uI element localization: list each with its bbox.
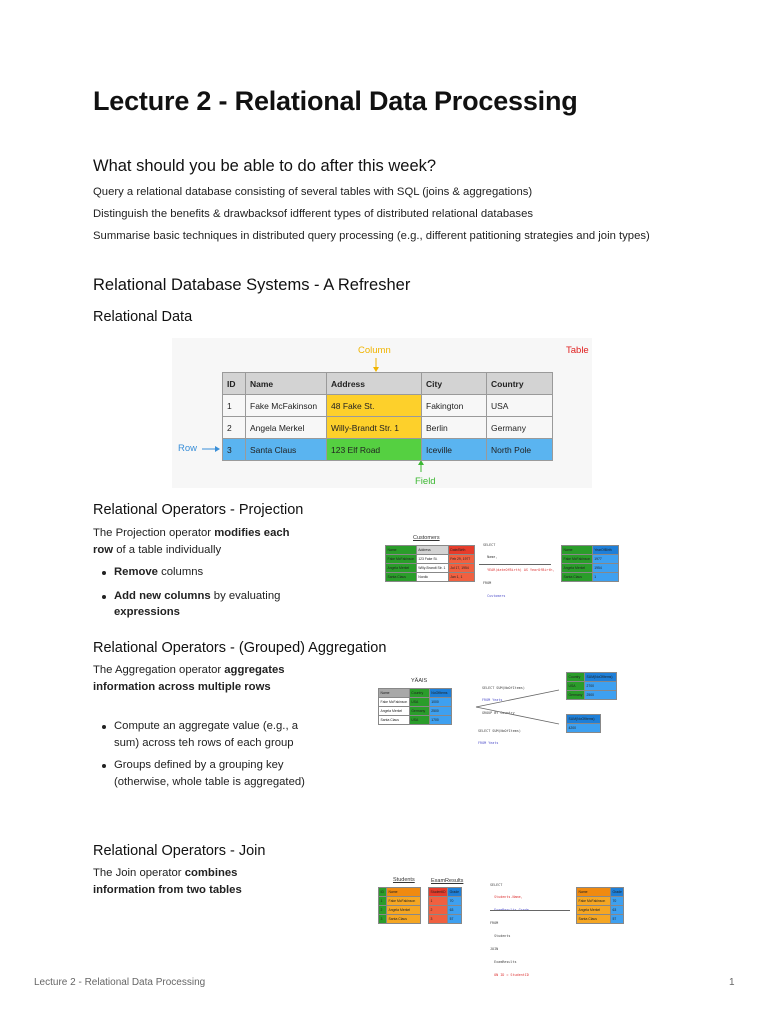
table-cell: Fake McFakinson [246,395,327,417]
table-cell: Germany [487,417,553,439]
bullet-text: columns [157,566,204,578]
header-cell: Grade [611,888,624,897]
table-row [567,724,601,733]
table-cell: 63 [611,906,624,915]
table-header-row [379,888,421,897]
table-row [577,906,624,915]
header-cell: Name [246,373,327,395]
list-item [93,588,303,621]
list-item [93,564,303,581]
table-header-row [567,715,601,724]
table-cell: 2500 [585,691,617,700]
aggregation-bullets [93,718,308,790]
aggregation-figure [376,672,626,746]
table-cell: 2 [379,906,387,915]
exam-results-table [428,887,462,924]
table-row [379,897,421,906]
list-item: Compute an aggregate value (e.g., a sum) across teh rows of each group [93,718,308,751]
header-cell: NoOfItems [429,689,451,698]
table-header-row [223,373,553,395]
table-cell: Angela Merkel [246,417,327,439]
table-cell: Germany [409,707,429,716]
join-intro [93,865,283,898]
table-cell: Santa Claus [246,439,327,461]
code-line: SELECT [483,542,496,547]
table-cell: Fake McFakinson [379,698,410,707]
table-cell: USA [409,716,429,725]
code-line: SELECT [490,882,503,887]
table-cell: USA [409,698,429,707]
table-cell: 1 [223,395,246,417]
goal-item: Distinguish the benefits & drawbacksof idfferent types of distributed relational databases [93,208,533,220]
header-cell: SUM(NoOfItems) [585,673,617,682]
page-title: Lecture 2 - Relational Data Processing [93,86,578,116]
column-label: Column [358,345,391,356]
table-cell: Berlin [422,417,487,439]
header-cell: Name [562,546,593,555]
header-cell: Name [379,689,410,698]
code-line: FROM Yeats [478,741,499,746]
table-cell: 3 [429,915,448,924]
aggregation-result-total [566,714,601,733]
table-cell: Angela Merkel [387,906,421,915]
header-cell: Date/Birth [448,546,474,555]
table-cell: 1 [379,897,387,906]
table-cell: Fake McFakinson [386,555,417,564]
table-cell: Angela Merkel [562,564,593,573]
table-row [567,691,617,700]
projection-heading: Relational Operators - Projection [93,502,304,518]
projection-intro-text-end: of a table individually [113,543,222,556]
table-cell: Nordic [416,573,448,582]
table-cell: Angela Merkel [386,564,417,573]
header-cell: City [422,373,487,395]
table-cell: Santa Claus [577,915,611,924]
table-cell: 1 [592,573,618,582]
code-line: FROM [490,921,499,926]
table-cell: Iceville [422,439,487,461]
table-cell: 2 [223,417,246,439]
table-cell: 1000 [429,698,451,707]
join-intro-bold: combines information from two tables [93,867,242,896]
table-cell: 3 [379,915,387,924]
page-number: 1 [729,977,735,988]
projection-intro [93,525,293,558]
goal-item: Query a relational database consisting of several tables with SQL (joins & aggregations) [93,186,533,198]
code-line: JOIN [490,947,499,952]
code-line: SELECT SUM(NoOfItems) [482,685,525,690]
table-header-row [577,888,624,897]
table-cell: 1 [429,897,448,906]
table-cell: Jul 17, 1954 [448,564,474,573]
aggregation-intro-text: The Aggregation operator [93,664,225,676]
figure-caption: ExamResults [431,878,464,884]
table-cell: Jan 1, 1 [448,573,474,582]
table-row [379,906,421,915]
figure-caption: Customers [413,535,440,541]
table-cell: 48 Fake St. [327,395,422,417]
table-cell: 1977 [592,555,618,564]
table-cell: Fake McFakinson [387,897,421,906]
table-row [223,417,553,439]
table-row [429,897,462,906]
relational-data-figure [172,338,592,488]
header-cell: Grade [448,888,461,897]
aggregation-intro [93,662,288,695]
projection-result-table [561,545,619,582]
code-line: ON ID = StudentID [490,972,529,977]
table-cell: 3 [223,439,246,461]
header-cell: Name [386,546,417,555]
table-row [386,555,475,564]
students-table [378,887,421,924]
list-item: Groups defined by a grouping key (otherwise, whole table is aggregated) [93,757,308,790]
header-cell: Name [387,888,421,897]
table-cell: 123 Fake St. [416,555,448,564]
goals-heading: What should you be able to do after this week? [93,157,437,175]
join-arrow [490,910,570,911]
table-cell: Fake McFakinson [577,897,611,906]
header-cell: Country [567,673,585,682]
table-row [567,682,617,691]
table-cell: 123 Elf Road [327,439,422,461]
header-cell: YearOfBirth [592,546,618,555]
table-cell: 57 [448,915,461,924]
projection-intro-bold: modifies each row [93,527,290,556]
join-heading: Relational Operators - Join [93,843,266,859]
table-row [577,915,624,924]
table-header-row [567,673,617,682]
table-label: Table [566,345,589,356]
table-cell: 70 [611,897,624,906]
table-header-row [386,546,475,555]
table-row [562,555,619,564]
aggregation-intro-bold: aggregates information across multiple rows [93,664,285,693]
table-cell: North Pole [487,439,553,461]
table-cell: Santa Claus [562,573,593,582]
table-cell: 57 [611,915,624,924]
code-line: FROM Yeats [482,698,503,703]
projection-bullets [93,564,303,621]
table-row [562,573,619,582]
projection-query [483,534,554,607]
code-line: YEAR(dateOfBirth) AS YearOfBirth, [483,568,555,573]
relational-data-heading: Relational Data [93,309,193,325]
code-line: Students [490,934,511,939]
aggregation-heading: Relational Operators - (Grouped) Aggregation [93,640,387,656]
table-cell: Feb 29, 1977 [448,555,474,564]
table-row [577,897,624,906]
code-line: Name, [483,555,498,560]
table-cell: Germany [567,691,585,700]
code-line: ExamResults [490,959,517,964]
table-cell: Santa Claus [379,716,410,725]
code-line: Students.Name, [490,895,523,900]
row-label: Row [178,443,198,454]
bullet-bold: expressions [114,606,180,618]
refresher-heading: Relational Database Systems - A Refresher [93,276,411,294]
table-row [386,564,475,573]
table-cell: Santa Claus [386,573,417,582]
figure-caption: Students [393,877,415,883]
field-label: Field [415,476,436,487]
table-row [223,395,553,417]
table-cell: Santa Claus [387,915,421,924]
table-cell: Fake McFakinson [562,555,593,564]
table-row [379,915,421,924]
table-cell: Angela Merkel [577,906,611,915]
table-header-row [562,546,619,555]
table-row [429,906,462,915]
header-cell: Name [577,888,611,897]
code-line: Customers [483,594,506,599]
table-row [429,915,462,924]
join-figure [376,872,626,977]
customers-table [385,545,475,582]
projection-figure [383,533,623,599]
projection-arrow [479,564,551,565]
header-cell: Country [409,689,429,698]
table-cell: USA [567,682,585,691]
table-cell: 1954 [592,564,618,573]
table-cell: Willy-Brandt Str. 1 [416,564,448,573]
table-cell: Fakington [422,395,487,417]
table-cell: 2500 [429,707,451,716]
table-row [223,439,553,461]
join-query [490,874,529,986]
aggregation-result-grouped [566,672,617,700]
code-line: GROUP BY Country [482,711,515,716]
table-cell: 2700 [585,682,617,691]
header-cell: Address [327,373,422,395]
relational-table [222,372,553,461]
footer-title: Lecture 2 - Relational Data Processing [34,977,206,988]
header-cell: StudentID [429,888,448,897]
table-cell: Angela Merkel [379,707,410,716]
bullet-bold: Add new columns [114,589,211,602]
code-line: FROM [483,581,492,586]
table-cell: Willy-Brandt Str. 1 [327,417,422,439]
code-line: SELECT SUM(NoOfItems) [478,728,521,733]
table-cell: 63 [448,906,461,915]
table-cell: 70 [448,897,461,906]
bullet-text: by evaluating [210,589,281,602]
table-row [386,573,475,582]
goal-item: Summarise basic techniques in distributed query processing (e.g., different patitioning strategies and join types) [93,230,650,242]
header-cell: Address [416,546,448,555]
header-cell: ID [223,373,246,395]
table-cell: USA [487,395,553,417]
figure-caption: YÄAIS [411,678,428,684]
table-header-row [429,888,462,897]
table-cell: 1700 [429,716,451,725]
header-cell: SUM(NoOfItems) [567,715,601,724]
join-result-table [576,887,624,924]
join-intro-text: The Join operator [93,867,185,879]
bullet-bold: Remove [114,566,158,578]
table-row [562,564,619,573]
projection-intro-text: The Projection operator [93,527,215,539]
table-cell: 2 [429,906,448,915]
header-cell: ID [379,888,387,897]
table-cell: 4200 [567,724,601,733]
header-cell: Country [487,373,553,395]
